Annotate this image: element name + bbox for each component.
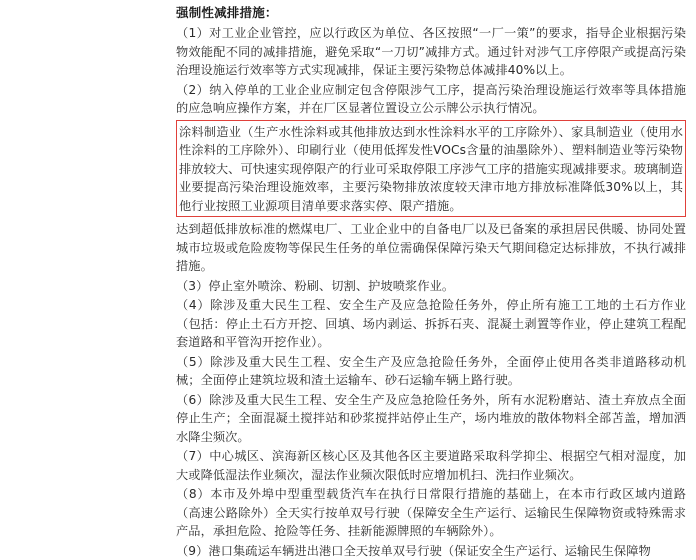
paragraph-10: （9）港口集疏运车辆进出港口全天按单双号行驶（保证安全生产运行、运输民生保障物 — [176, 542, 686, 560]
paragraph-9: （8）本市及外埠中型重型载货汽车在执行日常限行措施的基础上，在本市行政区域内道路（高速公路除外）全天实行按单双号行驶（保障安全生产运行、运输民生保障物资或特殊需求产品，承担危险、抢险等任务、挂新能源牌照的车辆除外）。 — [176, 485, 686, 541]
paragraph-7: （6）除涉及重大民生工程、安全生产及应急抢险任务外，所有水泥粉磨站、渣土弃放点全面停止生产；全面混凝土搅拌站和砂浆搅拌站停止生产，场内堆放的散体物料全部苫盖，增加洒水降尘频次。 — [176, 391, 686, 447]
paragraph-4: （3）停止室外喷涂、粉刷、切割、护坡喷浆作业。 — [176, 277, 686, 296]
highlight-paragraph-1: 涂料制造业（生产水性涂料或其他排放达到水性涂料水平的工序除外）、家具制造业（使用水性涂料的工序除外）、印刷行业（使用低挥发性VOCs含量的油墨除外）、塑料制造业等污染物排放较大、可快速实现停限产的行业可采取停限工序涉气工序的措施实现减排要求。玻璃制造业要提高污染治理设施效率，主要污染物排放浓度较天津市地方排放标准降低30%以上，其他行业按照工业源项目清单要求落实停、限产措施。 — [179, 123, 683, 216]
document-title: 强制性减排措施： — [176, 4, 686, 22]
highlighted-passage — [176, 120, 686, 218]
paragraph-5: （4）除涉及重大民生工程、安全生产及应急抢险任务外，停止所有施工工地的土石方作业（包括：停止土石方开挖、回填、场内剥运、拆拆石夹、混凝土剥置等作业，停止建筑工程配套道路和平管沟开挖作业）。 — [176, 296, 686, 352]
paragraph-3: 达到超低排放标准的燃煤电厂、工业企业中的自备电厂以及已备案的承担居民供暖、协同处置城市垃圾或危险废物等保民生任务的单位需确保保障污染天气期间稳定达标排放，不执行减排措施。 — [176, 220, 686, 276]
paragraph-8: （7）中心城区、滨海新区核心区及其他各区主要道路采取科学抑尘、根据空气相对湿度，加大或降低湿法作业频次，湿法作业频次限低时应增加机扫、洗扫作业频次。 — [176, 447, 686, 484]
paragraph-1: （1）对工业企业管控，应以行政区为单位、各区按照“一厂一策”的要求，指导企业根据污染物效能配不同的减排措施，避免采取“一刀切”减排方式。通过针对涉气工序停限产或提高污染治理设施运行效率等方式实现减排，保证主要污染物总体减排40%以上。 — [176, 24, 686, 80]
document-body — [176, 0, 686, 484]
paragraph-2: （2）纳入停单的工业企业应制定包含停限涉气工序，提高污染治理设施运行效率等具体措施的应急响应操作方案，并在厂区显著位置设立公示牌公示执行情况。 — [176, 81, 686, 118]
paragraph-6: （5）除涉及重大民生工程、安全生产及应急抢险任务外，全面停止使用各类非道路移动机械；全面停止建筑垃圾和渣土运输车、砂石运输车辆上路行驶。 — [176, 353, 686, 390]
